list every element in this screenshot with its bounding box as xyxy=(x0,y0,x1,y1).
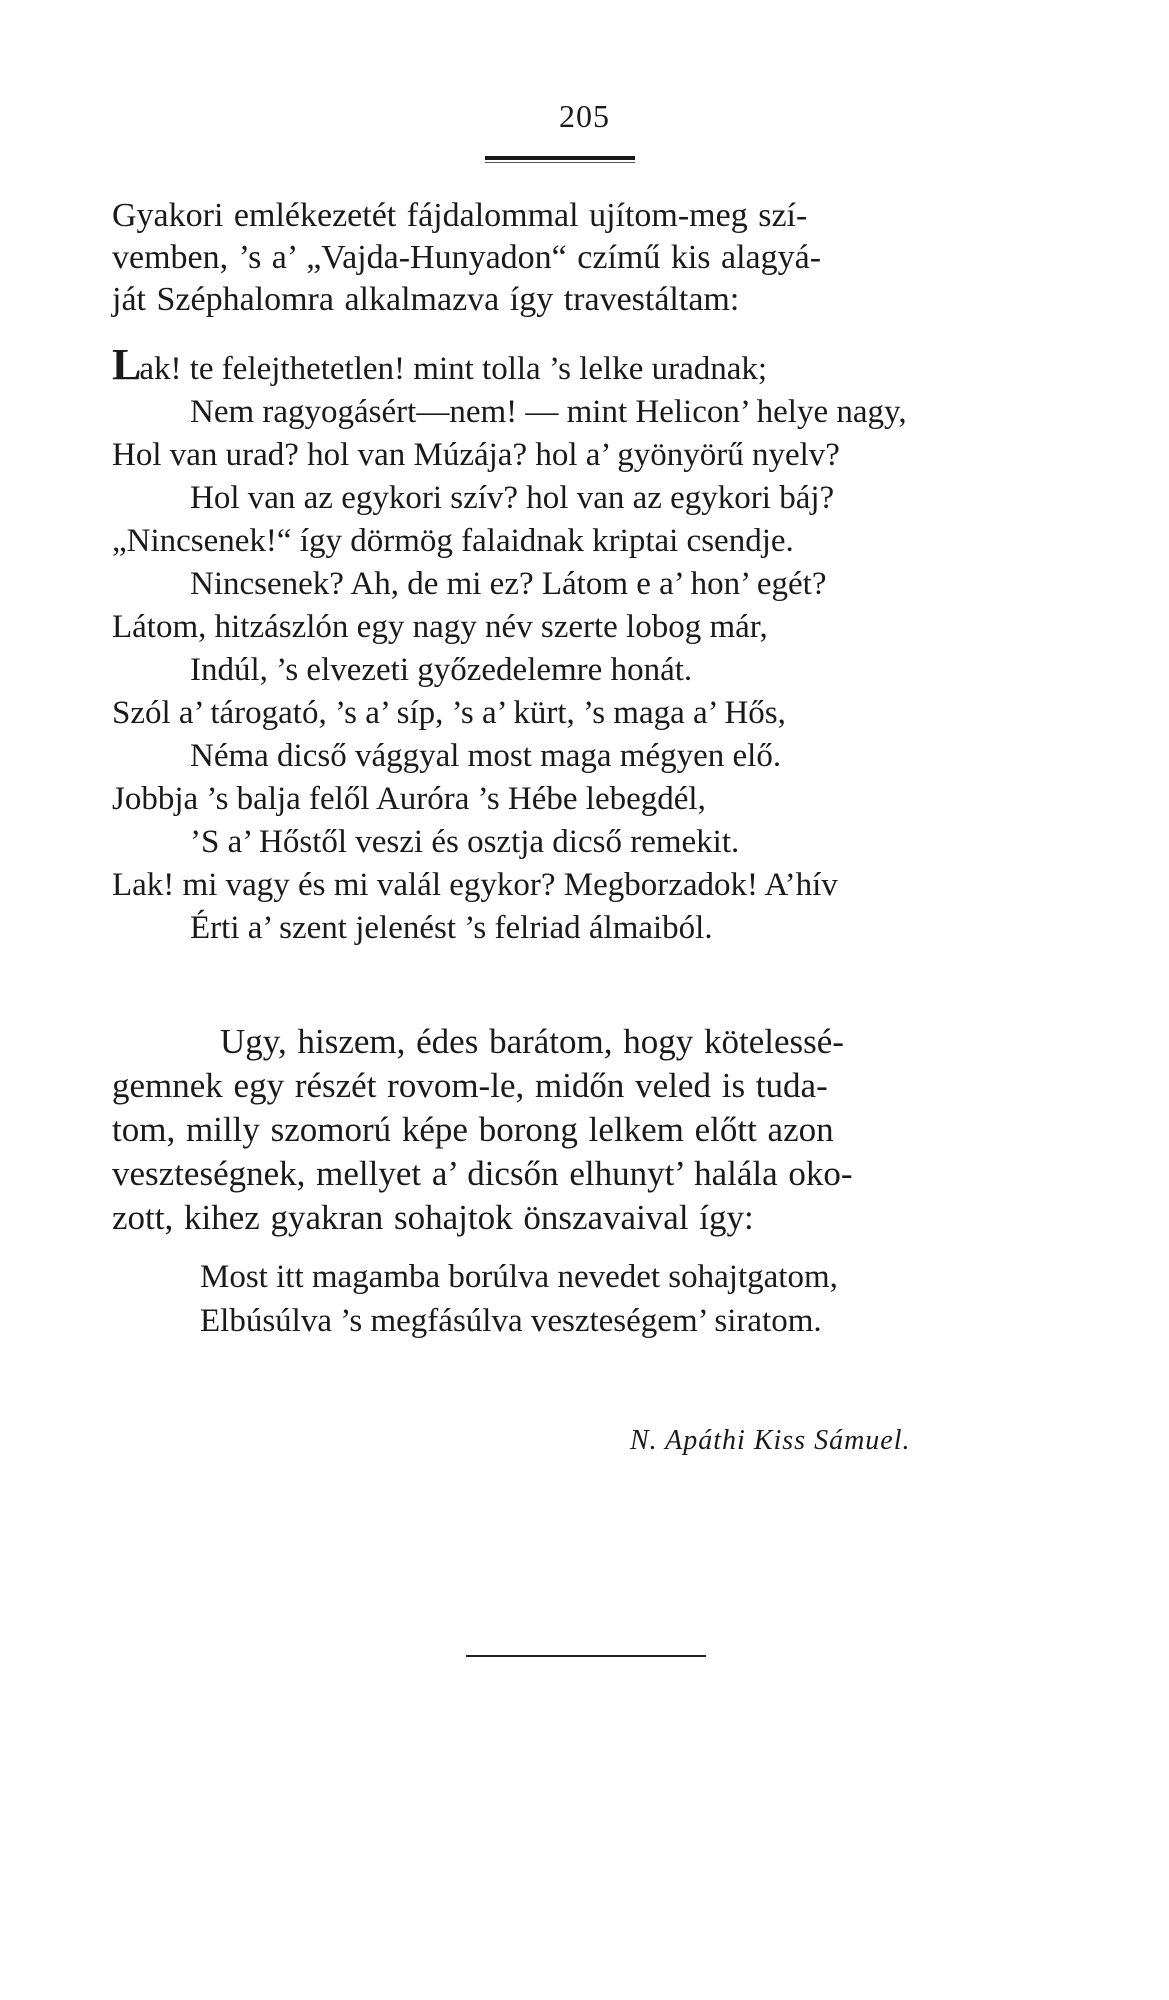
second-line: tom, milly szomorú képe borong lelkem előtt azon xyxy=(112,1110,834,1149)
second-line: gemnek egy részét rovom-le, midőn veled is tuda- xyxy=(112,1066,828,1105)
page-number: 205 xyxy=(559,98,610,134)
second-paragraph xyxy=(112,1020,1042,1240)
poem-verse: Indúl, ’s elvezeti győzedelemre honát. xyxy=(190,652,693,688)
quote-verse: Most itt magamba borúlva nevedet sohajtgatom, xyxy=(200,1259,838,1295)
intro-line: vemben, ’s a’ „Vajda-Hunyadon“ czímű kis alagyá- xyxy=(112,239,822,276)
intro-line: Gyakori emlékezetét fájdalommal ujítom-meg szí- xyxy=(112,197,808,234)
poem xyxy=(112,340,1072,950)
second-line: veszteségnek, mellyet a’ dicsőn elhunyt’ halála oko- xyxy=(112,1154,853,1193)
poem-verse: Érti a’ szent jelenést ’s felriad álmaiból. xyxy=(190,910,713,946)
poem-verse: Lak! mi vagy és mi valál egykor? Megborzadok! A’hív xyxy=(112,867,838,903)
footer-rule xyxy=(466,1655,706,1657)
poem-verse: Nincsenek? Ah, de mi ez? Látom e a’ hon’ egét? xyxy=(190,566,827,602)
poem-verse: Néma dicső vággyal most maga mégyen elő. xyxy=(190,738,782,774)
poem-verse-first xyxy=(112,340,1072,391)
quoted-couplet xyxy=(200,1255,1080,1343)
poem-verse: Jobbja ’s balja felől Auróra ’s Hébe lebegdél, xyxy=(112,781,706,817)
drop-cap: L xyxy=(112,340,140,389)
poem-verse: Hol van az egykori szív? hol van az egykori báj? xyxy=(190,480,835,516)
poem-verse: Szól a’ tárogató, ’s a’ síp, ’s a’ kürt, ’s maga a’ Hős, xyxy=(112,695,786,731)
poem-verse: „Nincsenek!“ így dörmög falaidnak kriptai csendje. xyxy=(112,523,794,559)
second-line: Ugy, hiszem, édes barátom, hogy kötelessé- xyxy=(220,1022,844,1061)
poem-verse: Hol van urad? hol van Múzája? hol a’ gyönyörű nyelv? xyxy=(112,437,840,473)
poem-verse-first-text: ak! te felejthetetlen! mint tolla ’s lelke uradnak; xyxy=(139,351,768,387)
header-rule xyxy=(485,156,635,163)
poem-verse: ’S a’ Hőstől veszi és osztja dicső remekit. xyxy=(190,824,740,860)
quote-verse: Elbúsúlva ’s megfásúlva veszteségem’ siratom. xyxy=(200,1303,822,1339)
poem-verse: Látom, hitzászlón egy nagy név szerte lobog már, xyxy=(112,609,768,645)
intro-line: ját Széphalomra alkalmazva így travestáltam: xyxy=(112,281,740,318)
poem-verse: Nem ragyogásért—nem! — mint Helicon’ helye nagy, xyxy=(190,394,907,430)
second-line: zott, kihez gyakran sohajtok önszavaival így: xyxy=(112,1198,754,1237)
intro-paragraph xyxy=(112,195,1042,321)
author-signature: N. Apáthi Kiss Sámuel. xyxy=(630,1425,911,1456)
